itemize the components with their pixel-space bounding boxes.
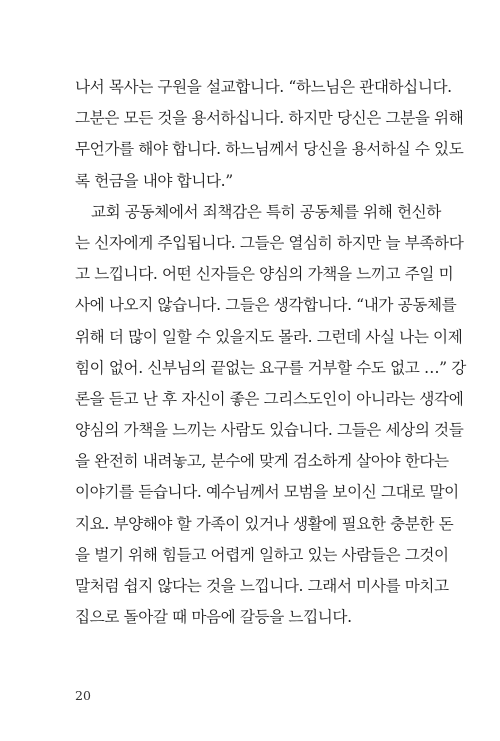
text-line: 집으로 돌아갈 때 마음에 갈등을 느낍니다. bbox=[75, 608, 352, 627]
text-line: 나서 목사는 구원을 설교합니다. “하느님은 관대하십니다. bbox=[75, 78, 452, 96]
text-line: 을 벌기 위해 힘들고 어렵게 일하고 있는 사람들은 그것이 bbox=[75, 545, 449, 564]
text-line: 무언가를 해야 합니다. 하느님께서 당신을 용서하실 수 있도 bbox=[75, 140, 464, 159]
text-line: 사에 나오지 않습니다. 그들은 생각합니다. “내가 공동체를 bbox=[75, 296, 457, 315]
text-line: 교회 공동체에서 죄책감은 특히 공동체를 위해 헌신하 bbox=[91, 202, 441, 221]
text-line: 을 완전히 내려놓고, 분수에 맞게 검소하게 살아야 한다는 bbox=[75, 452, 449, 471]
page-number: 20 bbox=[75, 688, 91, 703]
text-line: 말처럼 쉽지 않다는 것을 느낍니다. 그래서 미사를 마치고 bbox=[75, 577, 449, 595]
text-line: 론을 듣고 난 후 자신이 좋은 그리스도인이 아니라는 생각에 bbox=[75, 389, 464, 408]
text-line: 양심의 가책을 느끼는 사람도 있습니다. 그들은 세상의 것들 bbox=[75, 421, 464, 440]
text-line: 이야기를 듣습니다. 예수님께서 모범을 보이신 그대로 말이 bbox=[75, 483, 459, 502]
body-text bbox=[75, 72, 466, 633]
text-line: 지요. 부양해야 할 가족이 있거나 생활에 필요한 충분한 돈 bbox=[75, 514, 454, 533]
text-line: 는 신자에게 주입됩니다. 그들은 열심히 하지만 늘 부족하다 bbox=[75, 233, 464, 252]
text-line: 고 느낍니다. 어떤 신자들은 양심의 가책을 느끼고 주일 미 bbox=[75, 265, 454, 284]
text-line: 록 헌금을 내야 합니다.” bbox=[75, 171, 233, 190]
text-line: 그분은 모든 것을 용서하십니다. 하지만 당신은 그분을 위해 bbox=[75, 109, 464, 128]
text-line: 힘이 없어. 신부님의 끝없는 요구를 거부할 수도 없고 …” 강 bbox=[75, 358, 466, 377]
text-line: 위해 더 많이 일할 수 있을지도 몰라. 그런데 사실 나는 이제 bbox=[75, 327, 463, 346]
